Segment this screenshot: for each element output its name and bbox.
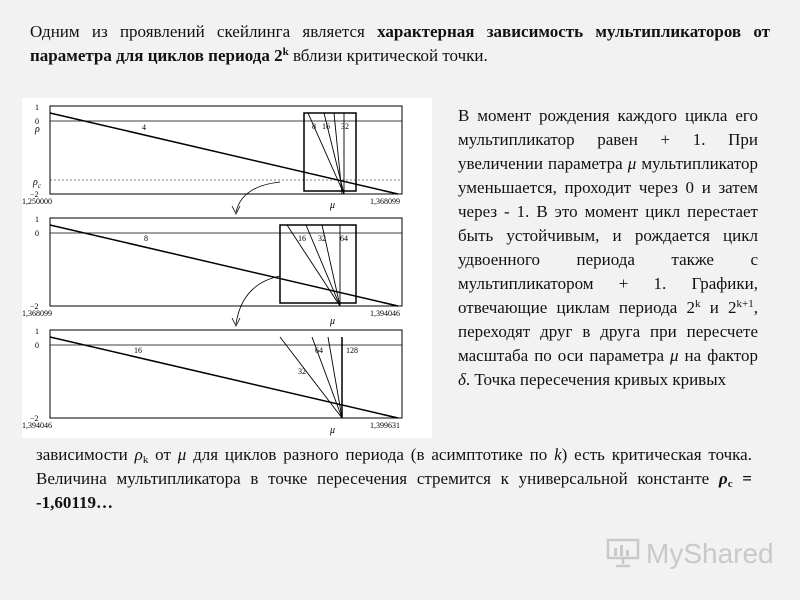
myshared-watermark [606, 536, 774, 572]
tick-y-1: 1 [35, 103, 39, 112]
curve-label: 32 [298, 367, 306, 376]
x-left-label: 1,394046 [22, 421, 52, 430]
tick-y-0: 0 [35, 117, 39, 126]
x-left-label: 1,250000 [22, 197, 52, 206]
curve-label: 32 [318, 234, 326, 243]
tick-y-0: 0 [35, 341, 39, 350]
curve-label: 64 [340, 234, 348, 243]
mu-label: μ [330, 425, 336, 436]
mu-label: μ [330, 200, 336, 211]
intro-paragraph: Одним из проявлений скейлинга является характерная зависимость мультипликаторов от параметра для циклов периода 2$^k$ вблизи критической точки. [30, 22, 770, 65]
rho-label: ρ [35, 124, 40, 135]
x-right-label: 1,399631 [370, 421, 400, 430]
tick-y-minus2: −2 [30, 414, 39, 423]
curve-label: 64 [315, 346, 323, 355]
curve-label: 32 [341, 122, 349, 131]
curve-label: 16 [134, 346, 142, 355]
multiplier-scaling-figure [22, 98, 432, 438]
key-phrase: характерная зависимость мультипликаторов от параметра для циклов периода 2$^k$ [30, 22, 770, 65]
curve-label: 8 [144, 234, 148, 243]
tick-y-0: 0 [35, 229, 39, 238]
tick-y-minus2: −2 [30, 302, 39, 311]
watermark-text: MyShared [646, 538, 774, 569]
explanation-paragraph: В момент рождения каждого цикла его мультипликатор равен + 1. При увеличении параметра μ мультипликатор уменьшается, проходит через 0 и затем через - 1. В это момент цикл перестает быть устойчивым, и рождается цикл удвоенного периода также с мультипликатором + 1. Графики, отвечающие циклам периода 2$^k$ и $2^{k+1}$, переходят друг в друга при пересчете масштаба по оси параметра μ на фактор δ. Точка пересечения кривых кривых [458, 106, 758, 389]
curve-label: 128 [346, 346, 358, 355]
tick-y-1: 1 [35, 327, 39, 336]
tick-y-minus2: −2 [30, 190, 39, 199]
rho-c-label: $\rho_c$ [33, 177, 41, 190]
curve-label: 8 [312, 122, 316, 131]
presentation-board-icon [606, 536, 640, 573]
x-right-label: 1,394046 [370, 309, 400, 318]
curve-label: 16 [322, 122, 330, 131]
curve-label: 16 [298, 234, 306, 243]
tick-y-1: 1 [35, 215, 39, 224]
x-left-label: 1,368099 [22, 309, 52, 318]
conclusion-paragraph: зависимости $\rho_k$ от μ для циклов разного периода (в асимптотике по k) есть критическая точка. Величина мультипликатора в точке пересечения стремится к универсальной константе $\rho_c$ = -1,60119… [36, 445, 752, 512]
curve-label: 4 [142, 123, 146, 132]
mu-label: μ [330, 316, 336, 327]
x-right-label: 1,368099 [370, 197, 400, 206]
